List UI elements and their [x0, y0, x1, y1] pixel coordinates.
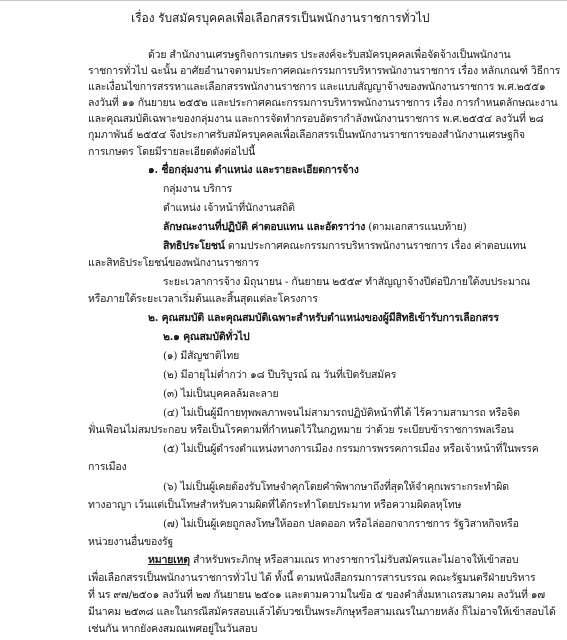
qual-item-6-cont: ทางอาญา เว้นแต่เป็นโทษสำหรับความผิดที่ได้กระทำโดยประมาท หรือความผิดลหุโทษ: [88, 499, 462, 511]
qual-item-7-cont: หน่วยงานอื่นของรัฐ: [88, 536, 174, 548]
document-title: เรื่อง รับสมัครบุคคลเพื่อเลือกสรรเป็นพนักงานราชการทั่วไป: [131, 11, 430, 25]
section1-group: กลุ่มงาน บริการ: [163, 183, 233, 195]
note-line-2: เพื่อเลือกสรรเป็นพนักงานราชการทั่วไป ได้ ทั้งนี้ ตามหนังสือกรมการสารบรรณ คณะรัฐมนตรีฝ่ายบริหาร: [88, 572, 536, 584]
section1-benefits-cont: และสิทธิประโยชน์ของพนักงานราชการ: [88, 257, 259, 269]
note-label: หมายเหตุ: [148, 554, 190, 566]
qual-item-4: (๔) ไม่เป็นผู้มีกายทุพพลภาพจนไม่สามารถปฏิบัติหน้าที่ได้ ไร้ความสามารถ หรือจิต: [163, 407, 520, 419]
duties-note: (ตามเอกสารแนบท้าย): [368, 221, 467, 233]
section1-benefits: [163, 239, 526, 253]
qual-item-7: (๗) ไม่เป็นผู้เคยถูกลงโทษให้ออก ปลดออก หรือไล่ออกจากราชการ รัฐวิสาหกิจหรือ: [163, 518, 519, 530]
term-text: มิถุนายน - กันยายน ๒๕๕๙ ทำสัญญาจ้างปีต่อปีภายใต้งบประมาณ: [243, 276, 530, 288]
qual-item-5: (๕) ไม่เป็นผู้ดำรงตำแหน่งทางการเมือง กรรมการพรรคการเมือง หรือเจ้าหน้าที่ในพรรค: [163, 443, 539, 455]
qual-item-1: (๑) มีสัญชาติไทย: [163, 350, 240, 362]
intro-line-7: การเกษตร โดยมีรายละเอียดดังต่อไปนี้: [88, 146, 256, 158]
note-line-1: [148, 553, 518, 567]
qual-item-4-cont: ฟั่นเฟือนไม่สมประกอบ หรือเป็นโรคตามที่กำหนดไว้ในกฎหมาย ว่าด้วย ระเบียบข้าราชการพลเรือน: [88, 424, 514, 436]
section1-heading: ๑. ชื่อกลุ่มงาน ตำแหน่ง และรายละเอียดการจ้าง: [148, 164, 359, 176]
benefits-label: สิทธิประโยชน์: [163, 240, 225, 252]
section1-duties: [163, 220, 466, 234]
section2-heading: ๒. คุณสมบัติ และคุณสมบัติเฉพาะสำหรับตำแหน่งของผู้มีสิทธิเข้ารับการเลือกสรร: [148, 312, 499, 324]
top-border: [0, 0, 567, 1]
intro-line-2: ราชการทั่วไป ฉะนั้น อาศัยอำนาจตามประกาศคณะกรรมการบริหารพนักงานราชการ เรื่อง หลักเกณฑ์ วิธีการ: [88, 65, 561, 77]
intro-line-3: และเงื่อนไขการสรรหาและเลือกสรรพนักงานราชการ และแบบสัญญาจ้างของพนักงานราชการ พ.ศ.๒๕๕๑: [88, 81, 546, 93]
qual-item-5-cont: การเมือง: [88, 461, 127, 473]
qual-item-2: (๒) มีอายุไม่ต่ำกว่า ๑๘ ปีบริบูรณ์ ณ วันที่เปิดรับสมัคร: [163, 369, 397, 381]
section1-term: [163, 275, 530, 289]
note-line-3: ที่ นร ๙๗/๒๕๐๑ ลงวันที่ ๒๗ กันยายน ๒๕๐๑ และตามความในข้อ ๕ ของคำสั่งมหาเถรสมาคม ลงวันที่ ๑๗: [88, 589, 545, 601]
intro-line-5: และคุณสมบัติเฉพาะของกลุ่มงาน และการจัดทำกรอบอัตรากำลังพนักงานราชการ พ.ศ.๒๕๕๔ ลงวันที่ ๒๘: [88, 113, 544, 125]
note-text-1: สำหรับพระภิกษุ หรือสามเณร ทางราชการไม่รับสมัครและไม่อาจให้เข้าสอบ: [192, 554, 519, 566]
section2-sub: ๒.๑ คุณสมบัติทั่วไป: [163, 331, 250, 343]
intro-line-1: ด้วย สำนักงานเศรษฐกิจการเกษตร ประสงค์จะรับสมัครบุคคลเพื่อจัดจ้างเป็นพนักงาน: [148, 49, 511, 61]
section1-term-cont: หรือภายใต้ระยะเวลาเริ่มต้นและสิ้นสุดแต่ละโครงการ: [88, 293, 318, 305]
benefits-text: ตามประกาศคณะกรรมการบริหารพนักงานราชการ เรื่อง ค่าตอบแทน: [227, 240, 527, 252]
qual-item-6: (๖) ไม่เป็นผู้เคยต้องรับโทษจำคุกโดยคำพิพากษาถึงที่สุดให้จำคุกเพราะกระทำผิด: [163, 481, 509, 493]
section1-position: ตำแหน่ง เจ้าหน้าที่นักงานสถิติ: [163, 202, 295, 214]
duties-label: ลักษณะงานที่ปฏิบัติ ค่าตอบแทน และอัตราว่าง: [163, 221, 366, 233]
term-label: ระยะเวลาการจ้าง: [163, 276, 241, 288]
note-line-4: มีนาคม ๒๕๓๘ และในกรณีสมัครสอบแล้วได้บวชเป็นพระภิกษุหรือสามเณรในภายหลัง ก็ไม่อาจให้เข้าสอบได้: [88, 606, 556, 618]
intro-line-4: ลงวันที่ ๑๑ กันยายน ๒๕๕๒ และประกาศคณะกรรมการบริหารพนักงานราชการ เรื่อง การกำหนดลักษณะงาน: [88, 97, 558, 109]
qual-item-3: (๓) ไม่เป็นบุคคลล้มละลาย: [163, 388, 279, 400]
note-line-5: เช่นกัน หากยังคงสมณเพศอยู่ในวันสอบ: [88, 623, 258, 635]
intro-line-6: กุมภาพันธ์ ๒๕๕๔ จึงประกาศรับสมัครบุคคลเพื่อเลือกสรรเป็นพนักงานราชการของสำนักงานเศรษฐกิจ: [88, 129, 525, 141]
